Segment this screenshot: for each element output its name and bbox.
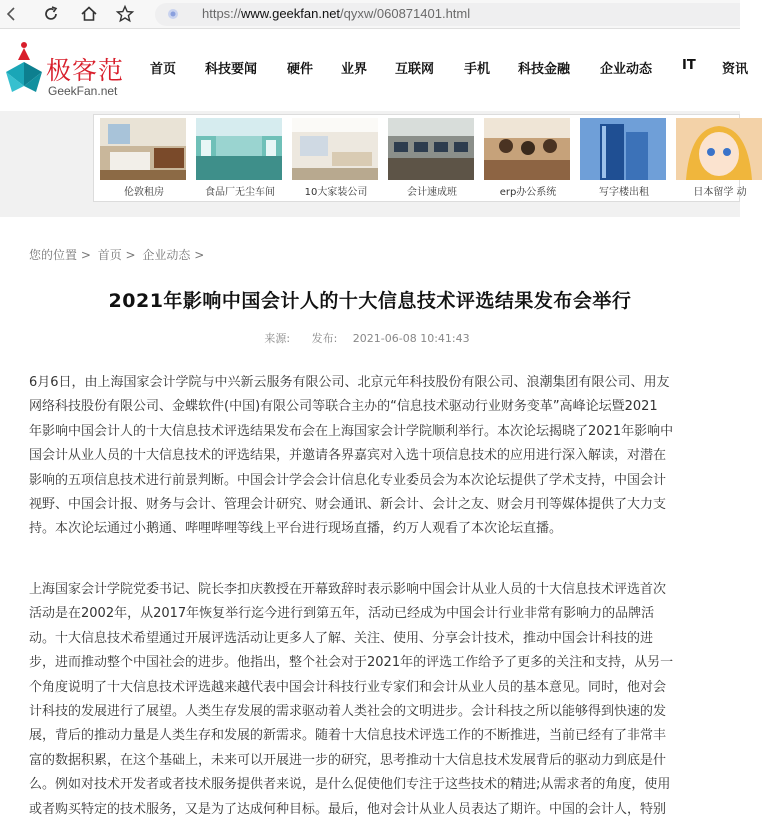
breadcrumb-home-link[interactable]: 首页 >	[97, 248, 136, 262]
breadcrumb	[29, 246, 207, 263]
reload-icon[interactable]	[41, 4, 61, 24]
thumb-caption: 伦敦租房	[124, 187, 164, 198]
thumb-caption: 10大家装公司	[304, 187, 368, 198]
thumb-item[interactable]	[480, 118, 570, 198]
apartment-photo-icon	[100, 118, 186, 180]
thumb-item[interactable]	[384, 118, 474, 198]
office-photo-icon	[484, 118, 570, 180]
thumb-caption: 日本留学 动	[693, 187, 747, 198]
classroom-photo-icon	[388, 118, 474, 180]
thumb-item[interactable]	[288, 118, 378, 198]
article-paragraph-1	[29, 371, 737, 542]
thumbnail-strip	[93, 114, 747, 202]
thumb-caption: 写字楼出租	[599, 187, 649, 198]
paragraph-line: 步，进而推动整个中国社会的进步。他指出，整个社会对于2021年的评选工作给予了更多的关注和支持，从另一	[29, 655, 674, 671]
nav-corp-news[interactable]: 企业动态	[600, 62, 653, 77]
paragraph-line: 么。例如对技术开发者或者技术服务提供者来说，是什么促使他们专注于这些技术的精进;从需求者的角度，使用	[29, 777, 671, 793]
paragraph-line: 6月6日，由上海国家会计学院与中兴新云服务有限公司、北京元年科技股份有限公司、浪潮集团有限公司、用友	[29, 375, 670, 390]
building-photo-icon	[580, 118, 666, 180]
paragraph-line: 展，背后的推动力量是人类生存和发展的新需求。随着十大信息技术评选工作的不断推进，当前已经有了非常丰	[29, 728, 667, 744]
paragraph-line: 个角度说明了十大信息技术评选越来越代表中国会计科技行业专家们和会计从业人员的基本意见。同时，他对会	[29, 679, 667, 695]
paragraph-line: 或者购买特定的技术服务，又是为了达成何种目标。最后，他对会计从业人员表达了期许。中国的会计人，特别	[29, 801, 667, 817]
url-path: /qyxw/060871401.html	[340, 6, 471, 21]
paragraph-line: 富的数据积累，在这个基础上，未来可以开展进一步的研究，思考推动十大信息技术发展背后的驱动力到底是什	[29, 752, 667, 768]
logo-text-cn: 极客范	[46, 56, 125, 85]
site-logo[interactable]	[4, 38, 134, 102]
article-meta	[0, 330, 740, 346]
source-label: 来源:	[264, 332, 291, 345]
paragraph-line: 年影响中国会计人的十大信息技术评选结果发布会在上海国家会计学院顺利举行。本次论坛揭晓了2021年影响中	[29, 423, 674, 439]
thumb-item[interactable]	[576, 118, 666, 198]
paragraph-line: 上海国家会计学院党委书记、院长李扣庆教授在开幕致辞时表示影响中国会计从业人员的十大信息技术评选首次	[29, 582, 667, 597]
nav-it[interactable]: IT	[682, 58, 696, 73]
paragraph-line: 持。本次论坛通过小鹅通、哔哩哔哩等线上平台进行现场直播，约万人观看了本次论坛直播。	[29, 521, 563, 537]
publish-time: 2021-06-08 10:41:43	[352, 332, 470, 345]
url-text[interactable]	[202, 6, 470, 21]
nav-home[interactable]: 首页	[150, 62, 177, 77]
address-bar[interactable]	[155, 3, 740, 26]
paragraph-line: 活动是在2002年，从2017年恢复举行迄今进行到第五年，活动已经成为中国会计行业非常有影响力的品牌活	[29, 606, 655, 622]
paragraph-line: 影响的五项信息技术进行前景判断。中国会计学会会计信息化专业委员会为本次论坛提供了学术支持，中国会计	[29, 472, 667, 488]
paragraph-line: 网络科技股份有限公司、金蝶软件(中国)有限公司等联合主办的“信息技术驱动行业财务变革”高峰论坛暨2021	[29, 399, 658, 415]
thumb-caption: 食品厂无尘车间	[205, 187, 275, 198]
anime-photo-icon	[676, 118, 762, 180]
paragraph-line: 国会计从业人员的十大信息技术的评选结果，并邀请各界嘉宾对入选十项信息技术的应用进行深入解读，对潜在	[29, 448, 667, 464]
thumb-item[interactable]	[96, 118, 186, 198]
thumb-caption: 会计速成班	[407, 187, 457, 198]
thumb-item[interactable]	[192, 118, 282, 198]
breadcrumb-label: 您的位置 >	[29, 248, 91, 262]
interior-photo-icon	[292, 118, 378, 180]
publish-label: 发布:	[311, 332, 338, 345]
bookmark-star-icon[interactable]	[115, 4, 135, 24]
browser-toolbar	[0, 0, 740, 29]
paragraph-line: 视野、中国会计报、财务与会计、管理会计研究、财会通讯、新会计、会计之友、财会月刊等媒体提供了大力支	[29, 497, 667, 513]
logo-text-en: GeekFan.net	[48, 84, 118, 98]
site-info-icon[interactable]	[167, 8, 179, 20]
site-header	[0, 29, 749, 111]
article-title: 2021年影响中国会计人的十大信息技术评选结果发布会举行	[108, 290, 632, 312]
article-paragraph-2	[29, 578, 737, 822]
cleanroom-photo-icon	[196, 118, 282, 180]
nav-info[interactable]: 资讯	[722, 62, 749, 77]
back-icon[interactable]	[2, 4, 22, 24]
url-domain: www.geekfan.net	[241, 6, 341, 21]
paragraph-line: 动。十大信息技术希望通过开展评选活动让更多人了解、关注、使用、分享会计技术，推动中国会计科技的进	[29, 630, 654, 646]
nav-tech-news[interactable]: 科技要闻	[205, 62, 258, 77]
thumbnail-ad-area	[0, 111, 747, 217]
nav-hardware[interactable]: 硬件	[287, 62, 314, 77]
url-prefix: https://	[202, 6, 242, 21]
thumb-item[interactable]	[672, 118, 762, 198]
logo-mark-icon	[4, 42, 44, 98]
breadcrumb-category-link[interactable]: 企业动态 >	[142, 248, 205, 262]
nav-internet[interactable]: 互联网	[395, 62, 435, 77]
nav-mobile[interactable]: 手机	[464, 62, 491, 77]
paragraph-line: 计科技的发展进行了展望。人类生存发展的需求驱动着人类社会的文明进步。会计科技之所以能够得到快速的发	[29, 704, 667, 720]
home-icon[interactable]	[79, 4, 99, 24]
nav-fintech[interactable]: 科技金融	[518, 62, 571, 77]
thumb-caption: erp办公系统	[499, 187, 557, 198]
nav-industry[interactable]: 业界	[341, 62, 368, 77]
